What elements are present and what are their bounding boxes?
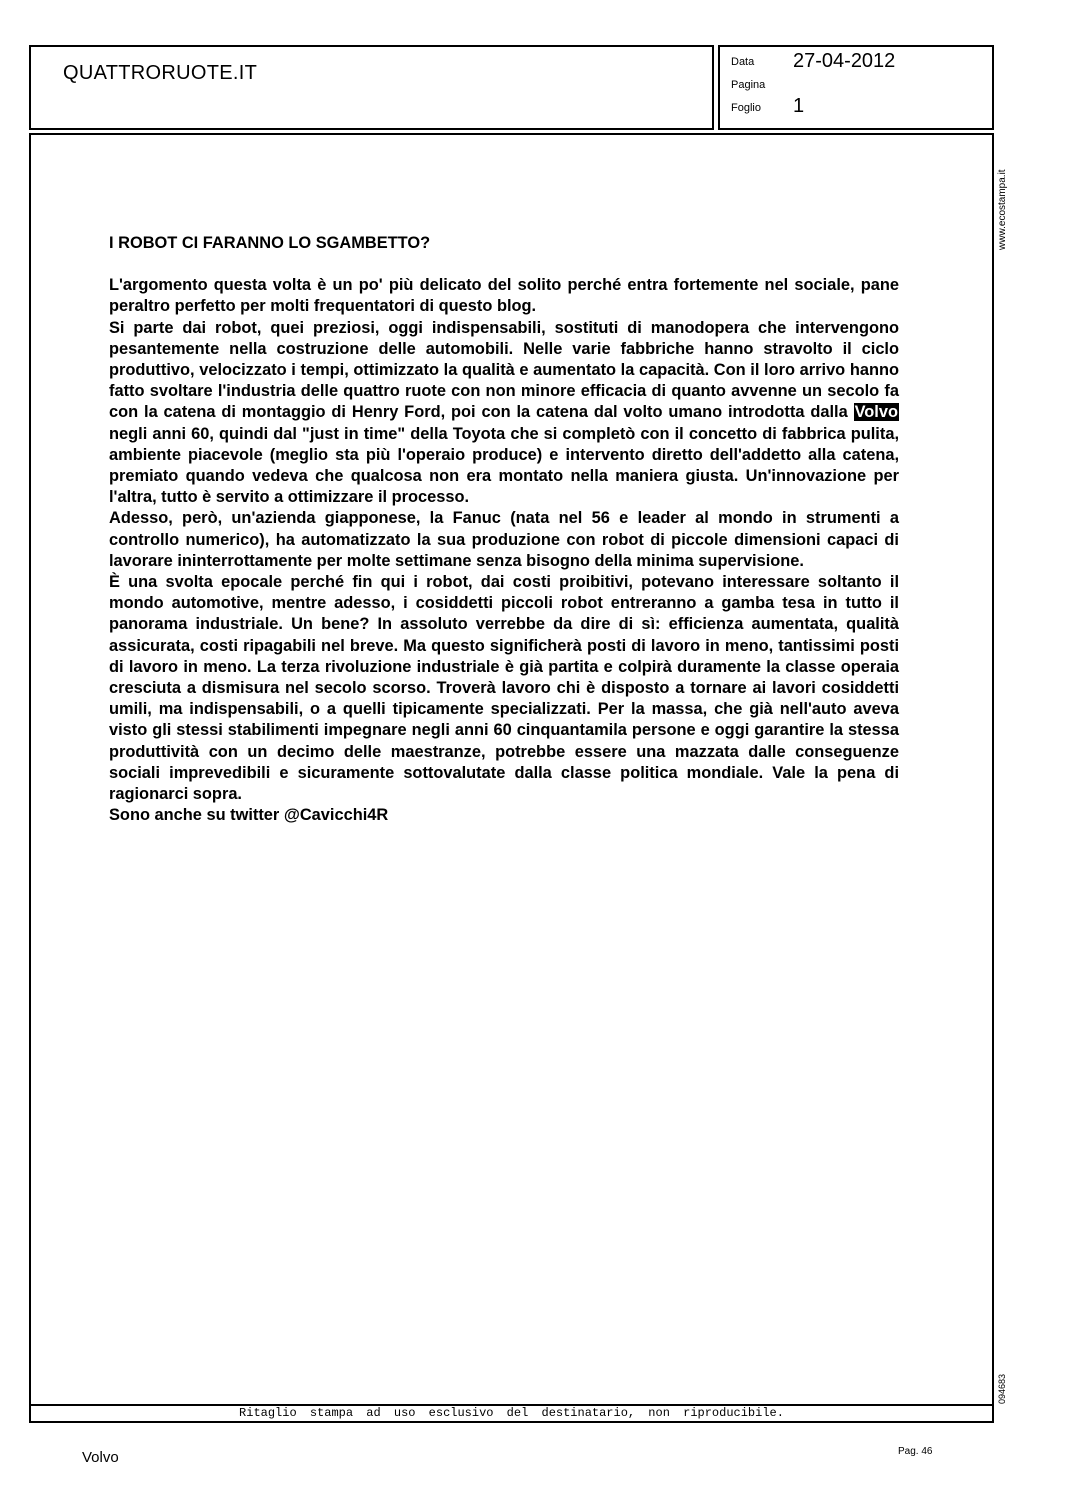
bottom-keyword: Volvo bbox=[82, 1449, 119, 1466]
sheet-label: Foglio bbox=[731, 102, 761, 114]
copyright-notice: Ritaglio stampa ad uso esclusivo del destinatario, non riproducibile. bbox=[31, 1404, 992, 1421]
document-code: 094683 bbox=[997, 1373, 1007, 1404]
paragraph-5: Sono anche su twitter @Cavicchi4R bbox=[109, 806, 389, 825]
article-body bbox=[109, 233, 899, 826]
paragraph-2-end: negli anni 60, quindi dal "just in time" della Toyota che si completò con il concetto di fabbrica pulita, ambiente piacevole (meglio sta più l'operaio produce) e intervento diretto dell'addetto alla catena, premiato quando vedeva che qualcosa non era montato nella maniera giusta. Un'innovazione per l'altra, tutto è servito a ottimizzare il processo. bbox=[109, 424, 899, 507]
paragraph-2-start: Si parte dai robot, quei preziosi, oggi indispensabili, sostituti di manodopera che intervengono pesantemente nella costruzione delle automobili. Nelle varie fabbriche hanno stravolto il ciclo produttivo, velocizzato i tempi, ottimizzato la qualità e aumentato la capacità. Con il loro arrivo hanno fatto svoltare l'industria delle quattro ruote con non minore efficacia di quanto avvenne un secolo fa con la catena di montaggio di Henry Ford, poi con la catena dal volto umano introdotta dalla bbox=[109, 318, 899, 422]
paragraph-1: L'argomento questa volta è un po' più delicato del solito perché entra fortemente nel sociale, pane peraltro perfetto per molti frequentatori di questo blog. bbox=[109, 276, 899, 316]
date-value: 27-04-2012 bbox=[793, 50, 896, 72]
page-label: Pagina bbox=[731, 79, 766, 91]
sheet-value: 1 bbox=[793, 95, 805, 117]
highlighted-keyword: Volvo bbox=[854, 403, 898, 422]
date-label: Data bbox=[731, 56, 755, 68]
page-number: Pag. 46 bbox=[898, 1446, 933, 1457]
website-url: www.ecostampa.it bbox=[997, 169, 1008, 250]
paragraph-2 bbox=[109, 318, 899, 509]
publication-name: QUATTRORUOTE.IT bbox=[63, 62, 258, 84]
header-meta-box bbox=[718, 45, 994, 130]
article-title: I ROBOT CI FARANNO LO SGAMBETTO? bbox=[109, 234, 431, 252]
paragraph-3: Adesso, però, un'azienda giapponese, la Fanuc (nata nel 56 e leader al mondo in strumenti a controllo numerico), ha automatizzato la sua produzione con robot di piccole dimensioni capaci di lavorare ininterrottamente per molte settimane senza bisogno della minima supervisione. bbox=[109, 509, 899, 570]
paragraph-4: È una svolta epocale perché fin qui i robot, dai costi proibitivi, potevano interessare soltanto il mondo automotive, mentre adesso, i cosiddetti piccoli robot entreranno a gamba tesa in tutto il panorama industriale. Un bene? In assoluto verrebbe da dire di sì: efficienza aumentata, qualità assicurata, costi ripagabili nel breve. Ma questo significherà posti di lavoro in meno, tantissimi posti di lavoro in meno. La terza rivoluzione industriale è già partita e colpirà duramente la classe operaia cresciuta a dismisura nel secolo scorso. Troverà lavoro chi è disposto a tornare ai lavori cosiddetti umili, ma indispensabili, o a quelli tipicamente specializzati. Per la massa, che già nell'auto aveva visto gli stessi stabilimenti impegnare negli anni 60 cinquantamila persone e oggi garantire la stessa produttività con un decimo delle maestranze, potrebbe essere una mazzata dalle conseguenze sociali imprevedibili e sicuramente sottovalutate dalla classe politica mondiale. Vale la pena di ragionarci sopra. bbox=[109, 573, 899, 804]
header-publication-box bbox=[29, 45, 714, 130]
